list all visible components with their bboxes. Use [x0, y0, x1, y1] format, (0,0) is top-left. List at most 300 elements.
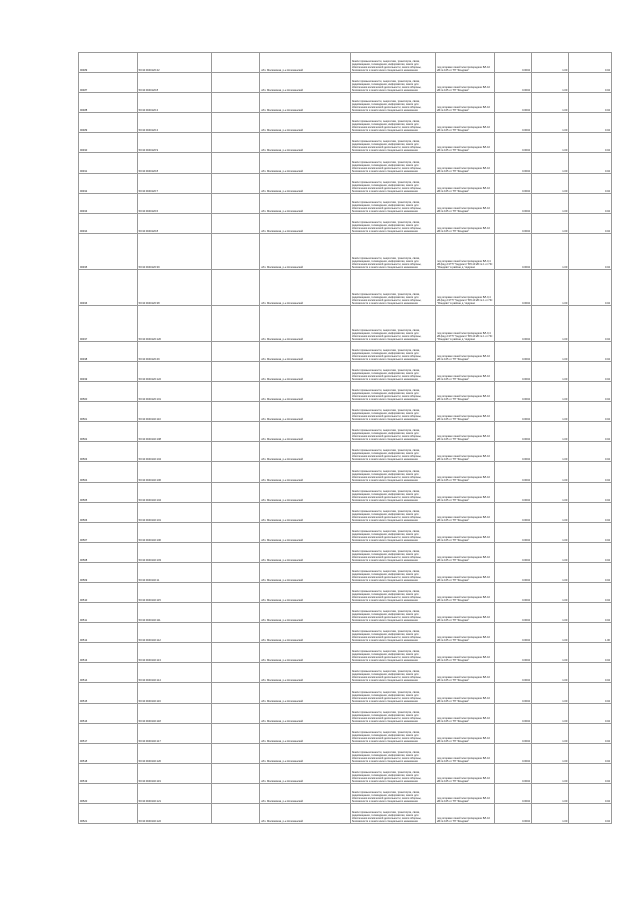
- purpose-cell: под опорами линий электропередачи ВЛ-10 кВ № 105 от ТП "Фондово": [436, 402, 495, 422]
- area-cell: 0.0004: [494, 361, 531, 381]
- area-cell: 0.0004: [494, 462, 531, 482]
- purpose-cell: под опорами линий электропередачи ВЛ-10 кВ № 105 от ТП "Фондово": [436, 582, 495, 602]
- empty-cell: [212, 683, 260, 703]
- tax-cell: 0.04: [569, 269, 612, 305]
- cadastral-number-cell: 50:34:0040140:110: [137, 402, 212, 422]
- empty-cell: [212, 703, 260, 723]
- purpose-cell: под опорами линий электропередачи ВЛ-10 кВ № 105 от ТП "Фондово": [436, 743, 495, 763]
- coefficient-cell: 1.00: [532, 269, 569, 305]
- table-row: [79, 542, 612, 562]
- tax-cell: 0.04: [569, 582, 612, 602]
- cadastral-number-cell: 50:34:0040120:4: [137, 93, 212, 113]
- cadastral-number-cell: 50:34:0040120:38: [137, 269, 212, 305]
- tax-cell: 0.04: [569, 305, 612, 341]
- row-number-cell: 90489: [79, 113, 138, 133]
- coefficient-cell: 1.00: [532, 723, 569, 743]
- table-row: [79, 623, 612, 643]
- location-cell: обл. Московская, р-н Коломенский: [260, 73, 351, 93]
- purpose-cell: под опорами линий электропередачи ВЛ-10 кВ № 105 от ТП "Фондово": [436, 442, 495, 462]
- location-cell: обл. Московская, р-н Коломенский: [260, 763, 351, 783]
- tax-cell: 0.04: [569, 133, 612, 153]
- cadastral-number-cell: 50:34:0040120:8: [137, 73, 212, 93]
- tax-cell: 0.04: [569, 422, 612, 442]
- cadastral-number-cell: 50:34:0040140:118: [137, 703, 212, 723]
- area-cell: 0.0004: [494, 153, 531, 173]
- coefficient-cell: 1.00: [532, 703, 569, 723]
- row-number-cell: 90516: [79, 703, 138, 723]
- area-cell: 0.0004: [494, 73, 531, 93]
- row-number-cell: 90517: [79, 723, 138, 743]
- purpose-cell: под опорами линий электропередачи ВЛ-10 кВ № 105 от ТП "Фондово": [436, 763, 495, 783]
- area-cell: 0.0004: [494, 341, 531, 361]
- tax-cell: 0.04: [569, 462, 612, 482]
- empty-cell: [212, 233, 260, 269]
- row-number-cell: 90489: [79, 53, 138, 73]
- coefficient-cell: 1.00: [532, 582, 569, 602]
- empty-cell: [212, 743, 260, 763]
- purpose-cell: под опорами линий электропередачи ВЛ-10 кВ № 105 от ТП "Фондово": [436, 341, 495, 361]
- land-category-cell: Земли промышленности, энергетики, транспорта, связи, радиовещания, телевидения, информатики, земли для обеспечения космической деятельности, земли обороны, безопасности и земли иного специального назначения: [350, 213, 435, 233]
- coefficient-cell: 1.00: [532, 422, 569, 442]
- row-number-cell: 90504: [79, 462, 138, 482]
- table-row: [79, 93, 612, 113]
- table-row: [79, 361, 612, 381]
- empty-cell: [212, 402, 260, 422]
- purpose-cell: под опорами линий электропередачи ВЛ-10 кВ № 105 от ТП "Фондово": [436, 113, 495, 133]
- land-category-cell: Земли промышленности, энергетики, транспорта, связи, радиовещания, телевидения, информатики, земли для обеспечения космической деятельности, земли обороны, безопасности и земли иного специального назначения: [350, 442, 435, 462]
- land-category-cell: Земли промышленности, энергетики, транспорта, связи, радиовещания, телевидения, информатики, земли для обеспечения космической деятельности, земли обороны, безопасности и земли иного специального назначения: [350, 623, 435, 643]
- empty-cell: [212, 542, 260, 562]
- land-plots-table: [78, 52, 612, 824]
- purpose-cell: под опорами линий электропередачи ВЛ-10 кВ № 105 от ТП "Фондово": [436, 482, 495, 502]
- coefficient-cell: 1.00: [532, 522, 569, 542]
- tax-cell: 0.04: [569, 153, 612, 173]
- tax-cell: 0.04: [569, 442, 612, 462]
- row-number-cell: 90506: [79, 502, 138, 522]
- table-row: [79, 723, 612, 743]
- empty-cell: [212, 442, 260, 462]
- purpose-cell: под опорами линий электропередачи ВЛ-10 кВ № 105 от ТП "Фондово": [436, 93, 495, 113]
- row-number-cell: 90490: [79, 133, 138, 153]
- cadastral-number-cell: 50:34:0040140:121: [137, 783, 212, 803]
- cadastral-number-cell: 50:34:0040140:108: [137, 422, 212, 442]
- location-cell: обл. Московская, р-н Коломенский: [260, 193, 351, 213]
- empty-cell: [212, 113, 260, 133]
- land-category-cell: Земли промышленности, энергетики, транспорта, связи, радиовещания, телевидения, информатики, земли для обеспечения космической деятельности, земли обороны, безопасности и земли иного специального назначения: [350, 562, 435, 582]
- purpose-cell: под опорами линий электропередачи ВЛ-10 кВ № 105 от ТП "Фондово": [436, 522, 495, 542]
- cadastral-number-cell: 50:34:0040140:116: [137, 683, 212, 703]
- area-cell: 0.0004: [494, 683, 531, 703]
- land-category-cell: Земли промышленности, энергетики, транспорта, связи, радиовещания, телевидения, информатики, земли для обеспечения космической деятельности, земли обороны, безопасности и земли иного специального назначения: [350, 663, 435, 683]
- area-cell: 0.0004: [494, 93, 531, 113]
- coefficient-cell: 1.00: [532, 804, 569, 824]
- area-cell: 0.0004: [494, 133, 531, 153]
- empty-cell: [212, 603, 260, 623]
- cadastral-number-cell: 50:34:0040140:122: [137, 804, 212, 824]
- table-row: [79, 663, 612, 683]
- land-category-cell: Земли промышленности, энергетики, транспорта, связи, радиовещания, телевидения, информатики, земли для обеспечения космической деятельности, земли обороны, безопасности и земли иного специального назначения: [350, 402, 435, 422]
- tax-cell: 0.04: [569, 482, 612, 502]
- location-cell: обл. Московская, р-н Коломенский: [260, 743, 351, 763]
- coefficient-cell: 1.00: [532, 763, 569, 783]
- coefficient-cell: 1.00: [532, 502, 569, 522]
- cadastral-number-cell: 50:34:0040120:4: [137, 113, 212, 133]
- empty-cell: [212, 382, 260, 402]
- purpose-cell: под опорами линий электропередачи ВЛ-10 кВ № 105 от ТП "Фондово": [436, 173, 495, 193]
- cadastral-number-cell: 50:34:0040140:104: [137, 482, 212, 502]
- coefficient-cell: 1.00: [532, 113, 569, 133]
- row-number-cell: 90521: [79, 804, 138, 824]
- tax-cell: 0.04: [569, 382, 612, 402]
- table-row: [79, 193, 612, 213]
- area-cell: 0.0004: [494, 663, 531, 683]
- cadastral-number-cell: 50:34:0040140:100: [137, 522, 212, 542]
- purpose-cell: под опорами линий электропередачи ВЛ-10 кВ № 105 от ТП "Фондово": [436, 422, 495, 442]
- cadastral-number-cell: 50:34:0040140:112: [137, 623, 212, 643]
- cadastral-number-cell: 50:34:0040140:101: [137, 502, 212, 522]
- coefficient-cell: 1.00: [532, 361, 569, 381]
- location-cell: обл. Московская, р-н Коломенский: [260, 153, 351, 173]
- area-cell: 0.0004: [494, 582, 531, 602]
- location-cell: обл. Московская, р-н Коломенский: [260, 462, 351, 482]
- row-number-cell: 90495: [79, 233, 138, 269]
- purpose-cell: под опорами линий электропередачи ВЛ-10 кВ № 105 от ТП "Фондово": [436, 643, 495, 663]
- tax-cell: 0.04: [569, 502, 612, 522]
- area-cell: 0.0004: [494, 723, 531, 743]
- empty-cell: [212, 153, 260, 173]
- table-row: [79, 783, 612, 803]
- location-cell: обл. Московская, р-н Коломенский: [260, 723, 351, 743]
- location-cell: обл. Московская, р-н Коломенский: [260, 683, 351, 703]
- row-number-cell: 90487: [79, 73, 138, 93]
- land-category-cell: Земли промышленности, энергетики, транспорта, связи, радиовещания, телевидения, информатики, земли для обеспечения космической деятельности, земли обороны, безопасности и земли иного специального назначения: [350, 133, 435, 153]
- row-number-cell: 90505: [79, 482, 138, 502]
- row-number-cell: 90498: [79, 341, 138, 361]
- cadastral-number-cell: 50:34:0040120:39: [137, 233, 212, 269]
- land-category-cell: Земли промышленности, энергетики, транспорта, связи, радиовещания, телевидения, информатики, земли для обеспечения космической деятельности, земли обороны, безопасности и земли иного специального назначения: [350, 643, 435, 663]
- coefficient-cell: 1.00: [532, 643, 569, 663]
- empty-cell: [212, 193, 260, 213]
- tax-cell: 1.00: [569, 623, 612, 643]
- location-cell: обл. Московская, р-н Коломенский: [260, 562, 351, 582]
- table-row: [79, 763, 612, 783]
- coefficient-cell: 1.00: [532, 683, 569, 703]
- land-category-cell: Земли промышленности, энергетики, транспорта, связи, радиовещания, телевидения, информатики, земли для обеспечения космической деятельности, земли обороны, безопасности и земли иного специального назначения: [350, 603, 435, 623]
- land-category-cell: Земли промышленности, энергетики, транспорта, связи, радиовещания, телевидения, информатики, земли для обеспечения космической деятельности, земли обороны, безопасности и земли иного специального назначения: [350, 361, 435, 381]
- cadastral-number-cell: 50:34:0040140:106: [137, 462, 212, 482]
- empty-cell: [212, 93, 260, 113]
- purpose-cell: под опорами линий электропередачи ВЛ-10 кВ № 105 от ТП "Фондово": [436, 663, 495, 683]
- tax-cell: 0.04: [569, 542, 612, 562]
- area-cell: 0.0004: [494, 763, 531, 783]
- location-cell: обл. Московская, р-н Коломенский: [260, 603, 351, 623]
- purpose-cell: под опорами линий электропередачи ВЛ-0,4 кВ фид.2 КТП "Чедринго" ВЛ-10 кВ № 1 от ПС "Фондово" в районе д. Чедрино: [436, 305, 495, 341]
- purpose-cell: под опорами линий электропередачи ВЛ-10 кВ № 105 от ТП "Фондово": [436, 683, 495, 703]
- land-category-cell: Земли промышленности, энергетики, транспорта, связи, радиовещания, телевидения, информатики, земли для обеспечения космической деятельности, земли обороны, безопасности и земли иного специального назначения: [350, 305, 435, 341]
- area-cell: 0.0004: [494, 482, 531, 502]
- empty-cell: [212, 723, 260, 743]
- purpose-cell: под опорами линий электропередачи ВЛ-10 кВ № 105 от ТП "Фондово": [436, 213, 495, 233]
- row-number-cell: 90500: [79, 382, 138, 402]
- coefficient-cell: 1.00: [532, 663, 569, 683]
- empty-cell: [212, 341, 260, 361]
- row-number-cell: 90501: [79, 402, 138, 422]
- land-category-cell: Земли промышленности, энергетики, транспорта, связи, радиовещания, телевидения, информатики, земли для обеспечения космической деятельности, земли обороны, безопасности и земли иного специального назначения: [350, 522, 435, 542]
- land-category-cell: Земли промышленности, энергетики, транспорта, связи, радиовещания, телевидения, информатики, земли для обеспечения космической деятельности, земли обороны, безопасности и земли иного специального назначения: [350, 763, 435, 783]
- empty-cell: [212, 562, 260, 582]
- area-cell: 0.0004: [494, 53, 531, 73]
- purpose-cell: под опорами линий электропередачи ВЛ-10 кВ № 105 от ТП "Фондово": [436, 382, 495, 402]
- table-row: [79, 683, 612, 703]
- purpose-cell: под опорами линий электропередачи ВЛ-0,4 кВ фид.2 КТП "Чедринго" ВЛ-10 кВ № 1 от ПС "Фондово" в районе д. Чедрино: [436, 269, 495, 305]
- coefficient-cell: 1.00: [532, 233, 569, 269]
- location-cell: обл. Московская, р-н Коломенский: [260, 113, 351, 133]
- location-cell: обл. Московская, р-н Коломенский: [260, 361, 351, 381]
- row-number-cell: 90508: [79, 542, 138, 562]
- land-category-cell: Земли промышленности, энергетики, транспорта, связи, радиовещания, телевидения, информатики, земли для обеспечения космической деятельности, земли обороны, безопасности и земли иного специального назначения: [350, 683, 435, 703]
- tax-cell: 0.04: [569, 233, 612, 269]
- purpose-cell: под опорами линий электропередачи ВЛ-10 кВ № 105 от ТП "Фондово": [436, 53, 495, 73]
- land-category-cell: Земли промышленности, энергетики, транспорта, связи, радиовещания, телевидения, информатики, земли для обеспечения космической деятельности, земли обороны, безопасности и земли иного специального назначения: [350, 341, 435, 361]
- tax-cell: 0.04: [569, 93, 612, 113]
- empty-cell: [212, 422, 260, 442]
- purpose-cell: под опорами линий электропередачи ВЛ-10 кВ № 105 от ТП "Фондово": [436, 723, 495, 743]
- tax-cell: 0.04: [569, 743, 612, 763]
- empty-cell: [212, 643, 260, 663]
- land-category-cell: Земли промышленности, энергетики, транспорта, связи, радиовещания, телевидения, информатики, земли для обеспечения космической деятельности, земли обороны, безопасности и земли иного специального назначения: [350, 723, 435, 743]
- location-cell: обл. Московская, р-н Коломенский: [260, 133, 351, 153]
- location-cell: обл. Московская, р-н Коломенский: [260, 522, 351, 542]
- location-cell: обл. Московская, р-н Коломенский: [260, 93, 351, 113]
- purpose-cell: под опорами линий электропередачи ВЛ-10 кВ № 105 от ТП "Фондово": [436, 562, 495, 582]
- land-category-cell: Земли промышленности, энергетики, транспорта, связи, радиовещания, телевидения, информатики, земли для обеспечения космической деятельности, земли обороны, безопасности и земли иного специального назначения: [350, 542, 435, 562]
- location-cell: обл. Московская, р-н Коломенский: [260, 233, 351, 269]
- tax-cell: 0.04: [569, 783, 612, 803]
- purpose-cell: под опорами линий электропередачи ВЛ-10 кВ № 105 от ТП "Фондово": [436, 361, 495, 381]
- area-cell: 0.0004: [494, 623, 531, 643]
- tax-cell: 0.04: [569, 643, 612, 663]
- coefficient-cell: 1.00: [532, 153, 569, 173]
- tax-cell: 0.04: [569, 402, 612, 422]
- tax-cell: 0.04: [569, 603, 612, 623]
- tax-cell: 0.04: [569, 663, 612, 683]
- cadastral-number-cell: 50:34:0040120:122: [137, 361, 212, 381]
- purpose-cell: под опорами линий электропередачи ВЛ-10 кВ № 105 от ТП "Фондово": [436, 502, 495, 522]
- table-row: [79, 562, 612, 582]
- coefficient-cell: 1.00: [532, 382, 569, 402]
- row-number-cell: 90518: [79, 743, 138, 763]
- row-number-cell: 90493: [79, 193, 138, 213]
- row-number-cell: 90494: [79, 213, 138, 233]
- row-number-cell: 90491: [79, 153, 138, 173]
- purpose-cell: под опорами линий электропередачи ВЛ-10 кВ № 105 от ТП "Фондово": [436, 153, 495, 173]
- cadastral-number-cell: 50:34:0040120:7: [137, 173, 212, 193]
- cadastral-number-cell: 50:34:0040140:120: [137, 743, 212, 763]
- purpose-cell: под опорами линий электропередачи ВЛ-10 кВ № 105 от ТП "Фондово": [436, 603, 495, 623]
- area-cell: 0.0004: [494, 269, 531, 305]
- area-cell: 0.0004: [494, 542, 531, 562]
- area-cell: 0.0004: [494, 562, 531, 582]
- land-category-cell: Земли промышленности, энергетики, транспорта, связи, радиовещания, телевидения, информатики, земли для обеспечения космической деятельности, земли обороны, безопасности и земли иного специального назначения: [350, 53, 435, 73]
- row-number-cell: 90512: [79, 623, 138, 643]
- location-cell: обл. Московская, р-н Коломенский: [260, 703, 351, 723]
- table-row: [79, 603, 612, 623]
- empty-cell: [212, 53, 260, 73]
- land-category-cell: Земли промышленности, энергетики, транспорта, связи, радиовещания, телевидения, информатики, земли для обеспечения космической деятельности, земли обороны, безопасности и земли иного специального назначения: [350, 703, 435, 723]
- tax-cell: 0.04: [569, 703, 612, 723]
- empty-cell: [212, 804, 260, 824]
- cadastral-number-cell: 50:34:0040120:6: [137, 193, 212, 213]
- coefficient-cell: 1.00: [532, 173, 569, 193]
- location-cell: обл. Московская, р-н Коломенский: [260, 804, 351, 824]
- location-cell: обл. Московская, р-н Коломенский: [260, 582, 351, 602]
- table-row: [79, 703, 612, 723]
- coefficient-cell: 1.00: [532, 482, 569, 502]
- row-number-cell: 90510: [79, 582, 138, 602]
- tax-cell: 0.04: [569, 173, 612, 193]
- tax-cell: 0.04: [569, 53, 612, 73]
- empty-cell: [212, 502, 260, 522]
- coefficient-cell: 1.00: [532, 603, 569, 623]
- tax-cell: 0.04: [569, 723, 612, 743]
- coefficient-cell: 1.00: [532, 783, 569, 803]
- land-category-cell: Земли промышленности, энергетики, транспорта, связи, радиовещания, телевидения, информатики, земли для обеспечения космической деятельности, земли обороны, безопасности и земли иного специального назначения: [350, 502, 435, 522]
- table-row: [79, 233, 612, 269]
- table-row: [79, 522, 612, 542]
- location-cell: обл. Московская, р-н Коломенский: [260, 502, 351, 522]
- cadastral-number-cell: 50:34:0040120:8: [137, 213, 212, 233]
- table-row: [79, 269, 612, 305]
- purpose-cell: под опорами линий электропередачи ВЛ-10 кВ № 105 от ТП "Фондово": [436, 133, 495, 153]
- location-cell: обл. Московская, р-н Коломенский: [260, 173, 351, 193]
- area-cell: 0.0004: [494, 213, 531, 233]
- tax-cell: 0.04: [569, 804, 612, 824]
- cadastral-number-cell: 50:34:0040140:104: [137, 442, 212, 462]
- coefficient-cell: 1.00: [532, 442, 569, 462]
- cadastral-number-cell: 50:34:0040140:113: [137, 643, 212, 663]
- location-cell: обл. Московская, р-н Коломенский: [260, 305, 351, 341]
- row-number-cell: 90503: [79, 442, 138, 462]
- tax-cell: 0.04: [569, 341, 612, 361]
- coefficient-cell: 1.00: [532, 213, 569, 233]
- table-row: [79, 113, 612, 133]
- area-cell: 0.0004: [494, 382, 531, 402]
- area-cell: 0.0004: [494, 502, 531, 522]
- table-row: [79, 173, 612, 193]
- table-row: [79, 804, 612, 824]
- cadastral-number-cell: 50:34:0040140:11: [137, 562, 212, 582]
- empty-cell: [212, 305, 260, 341]
- land-category-cell: Земли промышленности, энергетики, транспорта, связи, радиовещания, телевидения, информатики, земли для обеспечения космической деятельности, земли обороны, безопасности и земли иного специального назначения: [350, 382, 435, 402]
- tax-cell: 0.04: [569, 522, 612, 542]
- area-cell: 0.0004: [494, 113, 531, 133]
- area-cell: 0.0004: [494, 522, 531, 542]
- row-number-cell: 90497: [79, 305, 138, 341]
- location-cell: обл. Московская, р-н Коломенский: [260, 643, 351, 663]
- tax-cell: 0.04: [569, 73, 612, 93]
- coefficient-cell: 1.00: [532, 562, 569, 582]
- area-cell: 0.0004: [494, 643, 531, 663]
- empty-cell: [212, 582, 260, 602]
- row-number-cell: 90514: [79, 663, 138, 683]
- land-category-cell: Земли промышленности, энергетики, транспорта, связи, радиовещания, телевидения, информатики, земли для обеспечения космической деятельности, земли обороны, безопасности и земли иного специального назначения: [350, 73, 435, 93]
- cadastral-number-cell: 50:34:0040140:115: [137, 582, 212, 602]
- coefficient-cell: 1.00: [532, 73, 569, 93]
- coefficient-cell: 1.00: [532, 542, 569, 562]
- area-cell: 0.0004: [494, 743, 531, 763]
- table-row: [79, 153, 612, 173]
- location-cell: обл. Московская, р-н Коломенский: [260, 482, 351, 502]
- location-cell: обл. Московская, р-н Коломенский: [260, 382, 351, 402]
- table-row: [79, 643, 612, 663]
- table-row: [79, 462, 612, 482]
- empty-cell: [212, 462, 260, 482]
- coefficient-cell: 1.00: [532, 341, 569, 361]
- empty-cell: [212, 173, 260, 193]
- area-cell: 0.0004: [494, 422, 531, 442]
- purpose-cell: под опорами линий электропередачи ВЛ-10 кВ № 105 от ТП "Фондово": [436, 542, 495, 562]
- table-row: [79, 482, 612, 502]
- cadastral-number-cell: 50:34:0040120:49: [137, 341, 212, 361]
- cadastral-number-cell: 50:34:0040120:120: [137, 305, 212, 341]
- location-cell: обл. Московская, р-н Коломенский: [260, 783, 351, 803]
- location-cell: обл. Московская, р-н Коломенский: [260, 542, 351, 562]
- area-cell: 0.0004: [494, 305, 531, 341]
- purpose-cell: под опорами линий электропередачи ВЛ-10 кВ № 105 от ТП "Фондово": [436, 623, 495, 643]
- row-number-cell: 90515: [79, 683, 138, 703]
- tax-cell: 0.04: [569, 213, 612, 233]
- coefficient-cell: 1.00: [532, 623, 569, 643]
- table-row: [79, 213, 612, 233]
- empty-cell: [212, 623, 260, 643]
- row-number-cell: 90507: [79, 522, 138, 542]
- land-category-cell: Земли промышленности, энергетики, транспорта, связи, радиовещания, телевидения, информатики, земли для обеспечения космической деятельности, земли обороны, безопасности и земли иного специального назначения: [350, 93, 435, 113]
- land-category-cell: Земли промышленности, энергетики, транспорта, связи, радиовещания, телевидения, информатики, земли для обеспечения космической деятельности, земли обороны, безопасности и земли иного специального назначения: [350, 113, 435, 133]
- empty-cell: [212, 522, 260, 542]
- coefficient-cell: 1.00: [532, 193, 569, 213]
- coefficient-cell: 1.00: [532, 462, 569, 482]
- land-category-cell: Земли промышленности, энергетики, транспорта, связи, радиовещания, телевидения, информатики, земли для обеспечения космической деятельности, земли обороны, безопасности и земли иного специального назначения: [350, 173, 435, 193]
- tax-cell: 0.04: [569, 193, 612, 213]
- tax-cell: 0.04: [569, 113, 612, 133]
- empty-cell: [212, 663, 260, 683]
- coefficient-cell: 1.00: [532, 743, 569, 763]
- cadastral-number-cell: 50:34:0040140:119: [137, 763, 212, 783]
- coefficient-cell: 1.00: [532, 93, 569, 113]
- row-number-cell: 90492: [79, 173, 138, 193]
- cadastral-number-cell: 50:34:0040120:42: [137, 53, 212, 73]
- row-number-cell: 90502: [79, 422, 138, 442]
- table-row: [79, 442, 612, 462]
- land-category-cell: Земли промышленности, энергетики, транспорта, связи, радиовещания, телевидения, информатики, земли для обеспечения космической деятельности, земли обороны, безопасности и земли иного специального назначения: [350, 153, 435, 173]
- table-row: [79, 133, 612, 153]
- cadastral-number-cell: 50:34:0040120:101: [137, 382, 212, 402]
- land-category-cell: Земли промышленности, энергетики, транспорта, связи, радиовещания, телевидения, информатики, земли для обеспечения космической деятельности, земли обороны, безопасности и земли иного специального назначения: [350, 193, 435, 213]
- area-cell: 0.0004: [494, 193, 531, 213]
- land-category-cell: Земли промышленности, энергетики, транспорта, связи, радиовещания, телевидения, информатики, земли для обеспечения космической деятельности, земли обороны, безопасности и земли иного специального назначения: [350, 269, 435, 305]
- purpose-cell: под опорами линий электропередачи ВЛ-10 кВ № 105 от ТП "Фондово": [436, 462, 495, 482]
- location-cell: обл. Московская, р-н Коломенский: [260, 663, 351, 683]
- location-cell: обл. Московская, р-н Коломенский: [260, 402, 351, 422]
- table-row: [79, 502, 612, 522]
- table-row: [79, 422, 612, 442]
- area-cell: 0.0004: [494, 603, 531, 623]
- coefficient-cell: 1.00: [532, 133, 569, 153]
- row-number-cell: 90509: [79, 562, 138, 582]
- table-row: [79, 53, 612, 73]
- cadastral-number-cell: 50:34:0040120:9: [137, 133, 212, 153]
- land-category-cell: Земли промышленности, энергетики, транспорта, связи, радиовещания, телевидения, информатики, земли для обеспечения космической деятельности, земли обороны, безопасности и земли иного специального назначения: [350, 482, 435, 502]
